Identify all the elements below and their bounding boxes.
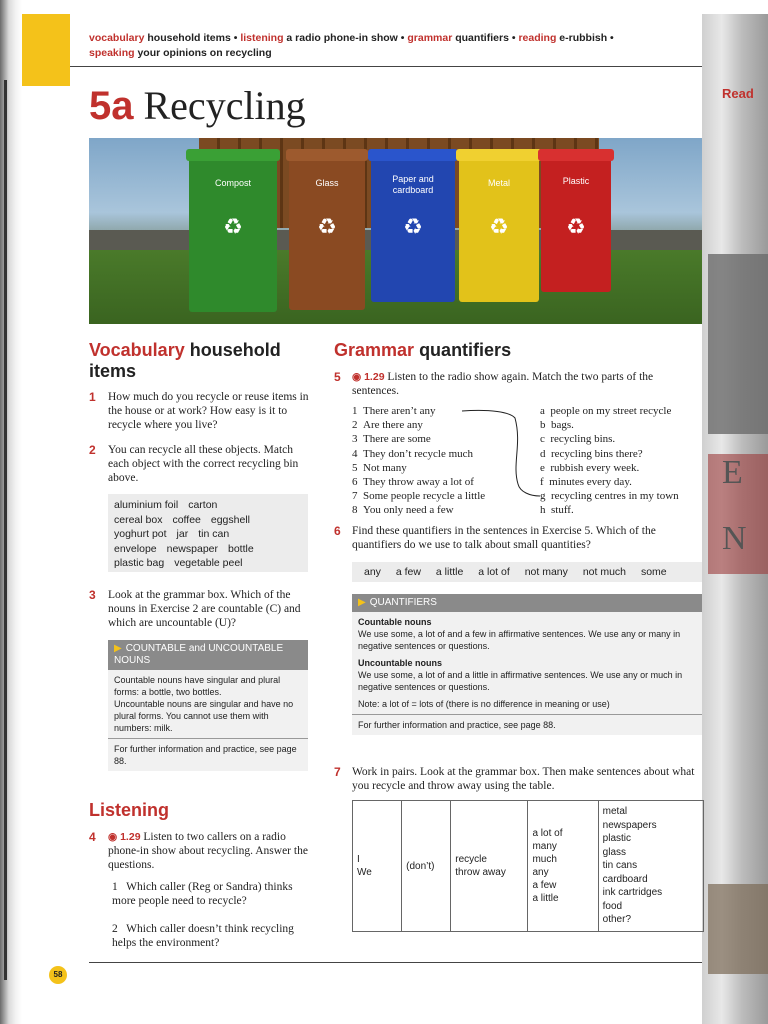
listening-question: 1 Which caller (Reg or Sandra) thinks more people need to recycle?: [112, 881, 293, 907]
match-item: 5 Not many: [352, 461, 407, 474]
listening-heading: Listening: [89, 800, 169, 820]
lesson-topics: vocabulary household items • listening a radio phone-in show • grammar quantifiers • reading e-rubbish • speaking your opinions on recycling: [89, 32, 614, 59]
exercise-number: 4: [89, 830, 96, 844]
bin-metal: Metal ♻: [459, 152, 539, 302]
exercise-number: 2: [89, 443, 96, 457]
exercise-2-text: You can recycle all these objects. Match each object with the correct recycling bin above.: [108, 444, 299, 484]
match-item: f minutes every day.: [540, 476, 632, 489]
audio-cd-icon: ◉: [352, 371, 365, 383]
recycle-icon: ♻: [403, 214, 423, 239]
match-item: 7 Some people recycle a little: [352, 490, 486, 503]
bin-paper-and-cardboard: Paper and cardboard ♻: [371, 152, 455, 302]
audio-cd-icon: ◉: [108, 831, 121, 843]
facing-page-edge: [702, 14, 768, 1024]
recycle-icon: ♻: [223, 214, 243, 239]
recycle-icon: ♻: [489, 214, 509, 239]
match-item: d recycling bins there?: [540, 447, 643, 460]
table-cell: metal newspapers plastic glass tin cans cardboard ink cartridges food other?: [598, 801, 703, 932]
table-cell: I We: [353, 801, 402, 932]
match-item: 1 There aren’t any: [352, 405, 436, 417]
triangle-icon: ▶: [114, 643, 122, 654]
vocabulary-heading: Vocabulary household items: [89, 340, 281, 381]
exercise-number: 1: [89, 390, 96, 404]
bottom-rule: [89, 962, 702, 963]
bin-compost: Compost ♻: [189, 152, 277, 312]
match-item: h stuff.: [540, 504, 574, 517]
table-cell: (don’t): [402, 801, 451, 932]
exercise-number: 5: [334, 370, 341, 384]
match-item: g recycling centres in my town: [540, 490, 679, 503]
exercise-number: 3: [89, 588, 96, 602]
match-item: c recycling bins.: [540, 433, 616, 446]
match-item: 4 They don’t recycle much: [352, 447, 474, 460]
recycle-icon: ♻: [566, 214, 586, 239]
match-item: 8 You only need a few: [352, 504, 454, 517]
match-example-line: [460, 404, 540, 504]
top-rule: [70, 66, 702, 67]
exercise-3-text: Look at the grammar box. Which of the nouns in Exercise 2 are countable (C) and which are uncountable (U)?: [108, 589, 301, 629]
match-right-column: [540, 404, 704, 518]
exercise-1-text: How much do you recycle or reuse items in the house or at work? How easy is it to recycle where you live?: [108, 391, 309, 431]
exercise-7-text: Work in pairs. Look at the grammar box. Then make sentences about what you recycle and throw away using the table.: [352, 766, 695, 792]
recycling-bins-photo: [89, 138, 702, 324]
left-page-edge: [0, 0, 22, 1024]
sentence-building-table: [352, 800, 704, 932]
bin-glass: Glass ♻: [289, 152, 365, 310]
quantifier-list: any a few a little a lot of not many not much some: [352, 562, 702, 582]
unit-tab: [22, 14, 70, 86]
table-cell: recycle throw away: [451, 801, 528, 932]
facing-page-title: Read: [722, 86, 754, 101]
bin-plastic: Plastic ♻: [541, 152, 611, 292]
grammar-heading: Grammar quantifiers: [334, 340, 512, 360]
exercise-6-text: Find these quantifiers in the sentences in Exercise 5. Which of the quantifiers do we use to talk about small quantities?: [352, 525, 656, 551]
table-cell: a lot of many much any a few a little: [528, 801, 598, 932]
recycle-icon: ♻: [317, 214, 337, 239]
exercise-number: 7: [334, 765, 341, 779]
page-title: 5a Recycling: [89, 83, 306, 128]
vocabulary-word-box: aluminium foil carton cereal box coffee eggshell yoghurt pot jar tin can envelope newspaper bottle plastic bag vegetable peel: [108, 494, 308, 572]
exercise-5-text: ◉ 1.29 Listen to the radio show again. Match the two parts of the sentences.: [352, 371, 654, 397]
page-number: 58: [49, 966, 67, 984]
facing-page-letter-2: N: [722, 520, 747, 557]
match-item: e rubbish every week.: [540, 461, 640, 474]
quantifiers-grammar-box: ▶ QUANTIFIERS Countable nouns We use some, a lot of and a few in affirmative sentences. We use any or many in negative sentences or questions. Uncountable nouns We use some, a lot of and a little in affirmative sentences. We use any or much in negative sentences or questions. Note: a lot of = lots of (there is no difference in meaning or use) For further information and practice, see page 88.: [352, 594, 702, 735]
match-item: b bags.: [540, 419, 574, 432]
countable-uncountable-box: ▶ COUNTABLE and UNCOUNTABLE NOUNS Countable nouns have singular and plural forms: a bottle, two bottles. Uncountable nouns are singular and have no plural forms. You cannot use them with numbers: milk. For further information and practice, see page 88.: [108, 640, 308, 771]
exercise-4-text: ◉ 1.29 Listen to two callers on a radio phone-in show about recycling. Answer the questions.: [108, 831, 308, 871]
match-item: 6 They throw away a lot of: [352, 476, 474, 489]
triangle-icon: ▶: [358, 597, 366, 608]
facing-page-letter-1: E: [722, 454, 743, 491]
match-item: a people on my street recycle: [540, 405, 672, 417]
listening-question: 2 Which caller doesn’t think recycling helps the environment?: [112, 923, 294, 949]
exercise-number: 6: [334, 524, 341, 538]
match-item: 3 There are some: [352, 433, 431, 446]
match-item: 2 Are there any: [352, 419, 423, 432]
